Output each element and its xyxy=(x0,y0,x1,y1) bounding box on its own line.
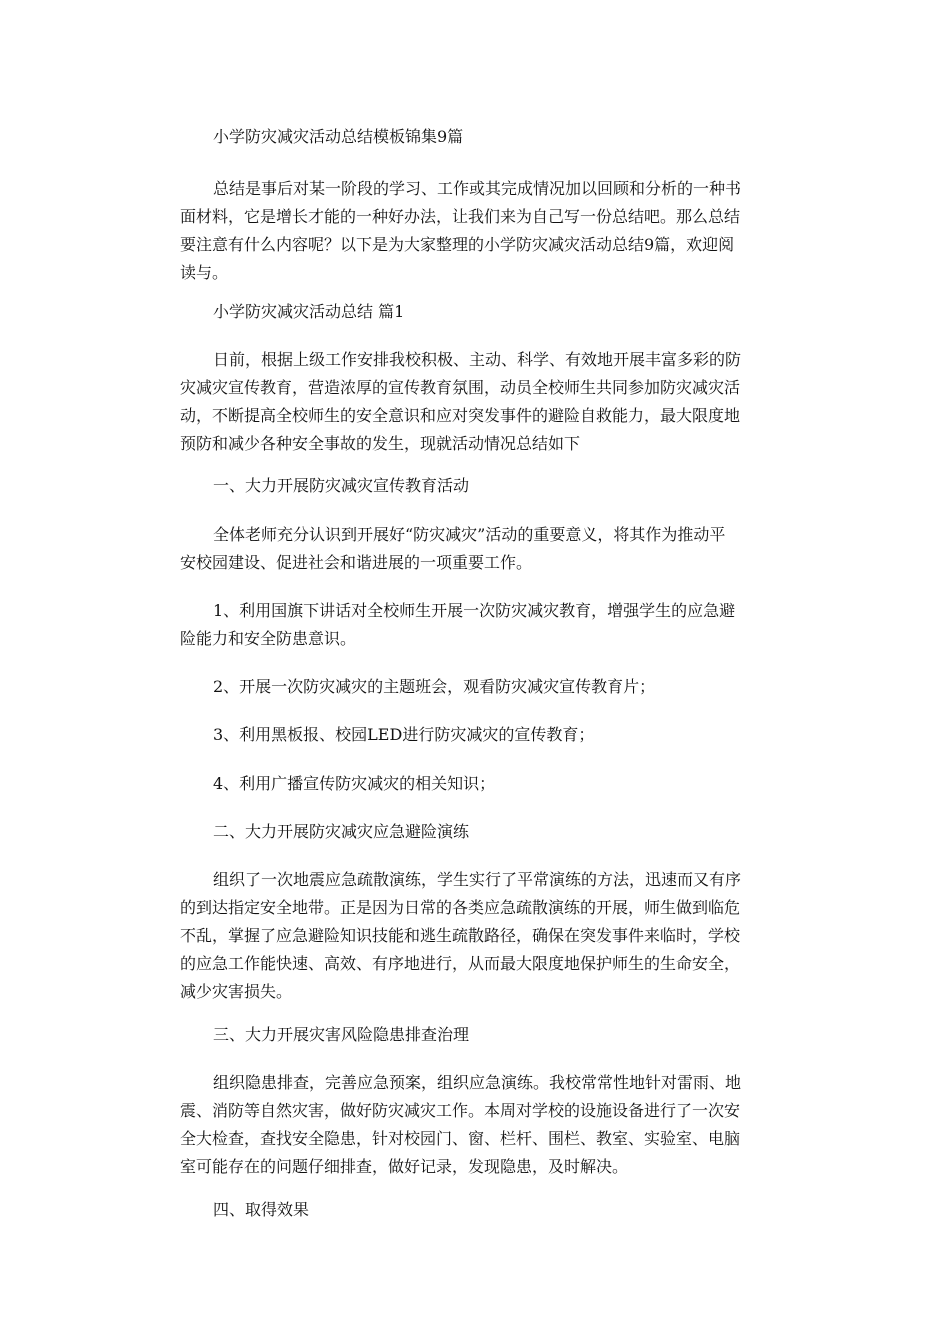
paragraph-line: 日前，根据上级工作安排我校积极、主动、科学、有效地开展丰富多彩的防 xyxy=(213,350,742,369)
heading-2: 二、大力开展防灾减灾应急避险演练 xyxy=(213,822,470,841)
paragraph-line: 全大检查，查找安全隐患，针对校园门、窗、栏杆、围栏、教室、实验室、电脑 xyxy=(180,1129,741,1148)
list-item: 2、开展一次防灾减灾的主题班会，观看防灾减灾宣传教育片； xyxy=(213,677,656,696)
section-title: 小学防灾减灾活动总结 篇1 xyxy=(213,302,405,321)
heading-1: 一、大力开展防灾减灾宣传教育活动 xyxy=(213,476,470,495)
list-item: 3、利用黑板报、校园LED进行防灾减灾的宣传教育； xyxy=(213,725,595,744)
paragraph-line: 的应急工作能快速、高效、有序地进行，从而最大限度地保护师生的生命安全， xyxy=(180,954,741,973)
paragraph-line: 预防和减少各种安全事故的发生，现就活动情况总结如下 xyxy=(180,434,581,453)
paragraph-line: 组织隐患排查，完善应急预案，组织应急演练。我校常常性地针对雷雨、地 xyxy=(213,1073,742,1092)
paragraph-line: 组织了一次地震应急疏散演练，学生实行了平常演练的方法，迅速而又有序 xyxy=(213,870,742,889)
paragraph-line: 震、消防等自然灾害，做好防灾减灾工作。本周对学校的设施设备进行了一次安 xyxy=(180,1101,741,1120)
paragraph-line: 全体老师充分认识到开展好“防灾减灾”活动的重要意义，将其作为推动平 xyxy=(213,525,726,544)
paragraph-line: 减少灾害损失。 xyxy=(180,982,293,1001)
paragraph-line: 不乱，掌握了应急避险知识技能和逃生疏散路径，确保在突发事件来临时，学校 xyxy=(180,926,741,945)
paragraph-line: 室可能存在的问题仔细排查，做好记录，发现隐患，及时解决。 xyxy=(180,1157,629,1176)
paragraph-line: 灾减灾宣传教育，营造浓厚的宣传教育氛围，动员全校师生共同参加防灾减灾活 xyxy=(180,378,741,397)
intro-line: 要注意有什么内容呢？以下是为大家整理的小学防灾减灾活动总结9篇，欢迎阅 xyxy=(180,235,735,254)
intro-line: 读与。 xyxy=(180,263,229,282)
heading-4: 四、取得效果 xyxy=(213,1200,310,1219)
list-item: 4、利用广播宣传防灾减灾的相关知识； xyxy=(213,774,496,793)
paragraph-line: 动，不断提高全校师生的安全意识和应对突发事件的避险自救能力，最大限度地 xyxy=(180,406,741,425)
intro-line: 面材料，它是增长才能的一种好办法，让我们来为自己写一份总结吧。那么总结 xyxy=(180,207,741,226)
list-item: 1、利用国旗下讲话对全校师生开展一次防灾减灾教育，增强学生的应急避 xyxy=(213,601,736,620)
document-title: 小学防灾减灾活动总结模板锦集9篇 xyxy=(213,127,464,146)
paragraph-line: 的到达指定安全地带。正是因为日常的各类应急疏散演练的开展，师生做到临危 xyxy=(180,898,741,917)
heading-3: 三、大力开展灾害风险隐患排查治理 xyxy=(213,1025,470,1044)
list-item: 险能力和安全防患意识。 xyxy=(180,629,357,648)
intro-line: 总结是事后对某一阶段的学习、工作或其完成情况加以回顾和分析的一种书 xyxy=(213,179,742,198)
paragraph-line: 安校园建设、促进社会和谐进展的一项重要工作。 xyxy=(180,553,533,572)
